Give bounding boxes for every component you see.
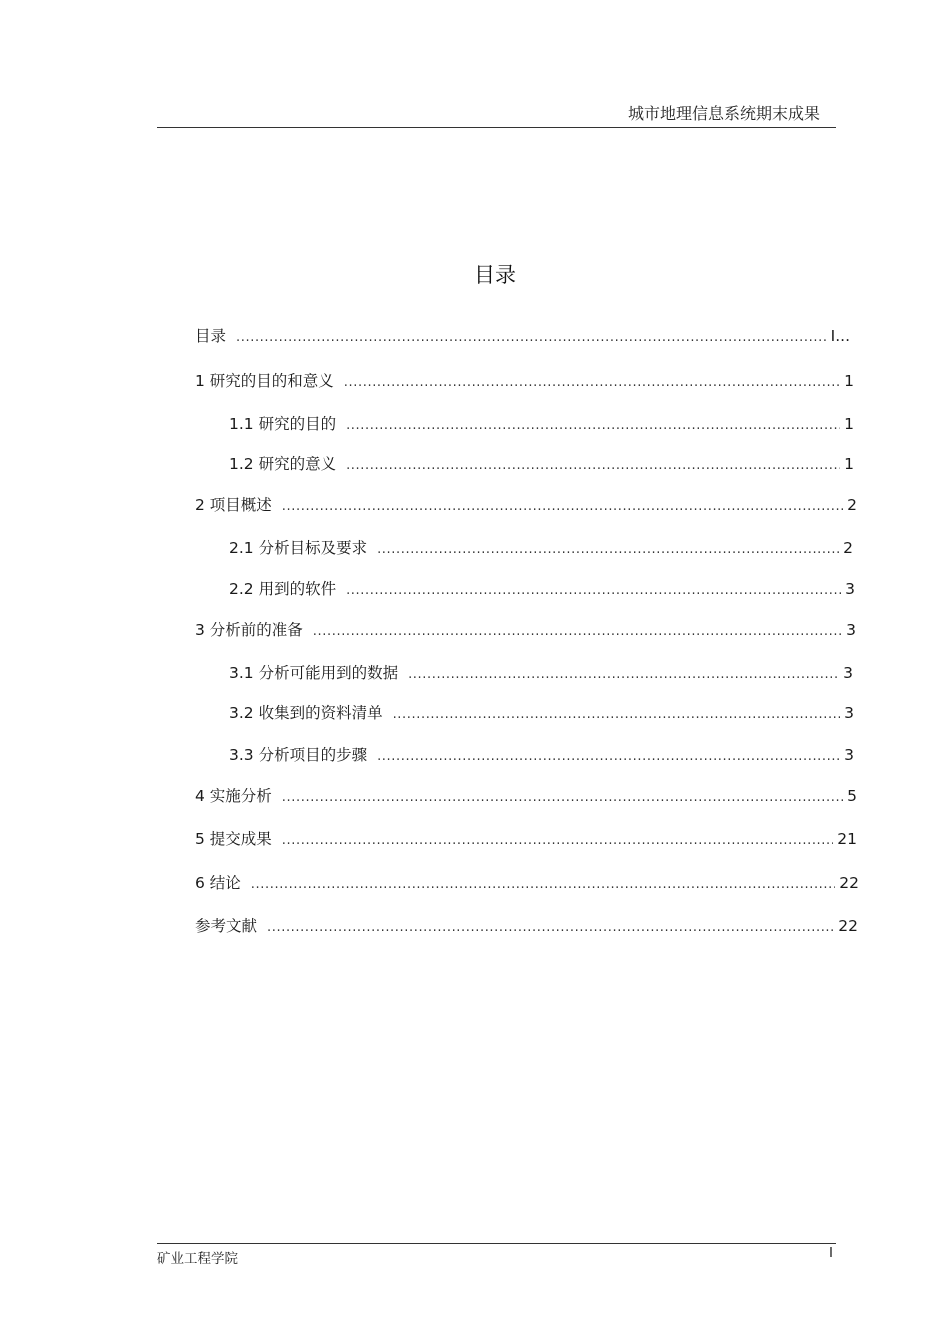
toc-entry-label: 2.1 分析目标及要求	[229, 539, 368, 557]
toc-entry-page: 22	[839, 874, 859, 892]
toc-leader-dots	[236, 328, 827, 348]
toc-entry-label: 3.1 分析可能用到的数据	[229, 664, 399, 682]
toc-entry-contents[interactable]	[195, 326, 850, 346]
toc-leader-dots	[282, 831, 833, 851]
toc-entry-page: 3	[846, 621, 856, 639]
toc-leader-dots	[393, 705, 841, 725]
toc-entry-page: 1	[844, 372, 854, 390]
toc-entry-label: 3.3 分析项目的步骤	[229, 746, 368, 764]
toc-entry-5[interactable]	[195, 829, 857, 849]
toc-entry-label: 1.1 研究的目的	[229, 415, 337, 433]
toc-entry-2-1[interactable]	[229, 538, 853, 558]
toc-entry-page: 3	[843, 664, 853, 682]
toc-leader-dots	[346, 456, 840, 476]
toc-entry-4[interactable]	[195, 786, 857, 806]
toc-leader-dots	[377, 747, 840, 767]
toc-leader-dots	[408, 665, 839, 685]
toc-entry-page: 3	[845, 580, 855, 598]
toc-leader-dots	[267, 918, 834, 938]
toc-heading: 目录	[474, 263, 516, 287]
toc-leader-dots	[313, 622, 842, 642]
toc-entry-1-2[interactable]	[229, 454, 854, 474]
toc-leader-dots	[377, 540, 839, 560]
footer-page-number: I	[829, 1245, 833, 1261]
toc-entry-1-1[interactable]	[229, 414, 854, 434]
toc-entry-2-2[interactable]	[229, 579, 855, 599]
toc-entry-label: 4 实施分析	[195, 787, 272, 805]
toc-leader-dots	[251, 875, 835, 895]
page-header-title: 城市地理信息系统期末成果	[627, 104, 820, 123]
toc-entry-label: 2 项目概述	[195, 496, 272, 514]
toc-leader-dots	[344, 373, 840, 393]
toc-leader-dots	[346, 581, 841, 601]
toc-entry-page: 1	[844, 415, 854, 433]
toc-entry-3-2[interactable]	[229, 703, 854, 723]
footer-rule	[157, 1243, 836, 1244]
toc-entry-6[interactable]	[195, 873, 859, 893]
toc-entry-page: I...	[830, 327, 850, 345]
toc-leader-dots	[346, 416, 840, 436]
toc-entry-label: 5 提交成果	[195, 830, 272, 848]
toc-entry-3[interactable]	[195, 620, 856, 640]
toc-entry-label: 2.2 用到的软件	[229, 580, 337, 598]
toc-entry-page: 1	[844, 455, 854, 473]
toc-entry-label: 1.2 研究的意义	[229, 455, 337, 473]
footer-institution: 矿业工程学院	[157, 1251, 238, 1267]
toc-entry-label: 1 研究的目的和意义	[195, 372, 334, 390]
toc-entry-page: 2	[847, 496, 857, 514]
toc-entry-page: 5	[847, 787, 857, 805]
toc-entry-page: 22	[838, 917, 858, 935]
toc-entry-page: 3	[844, 704, 854, 722]
toc-entry-2[interactable]	[195, 495, 857, 515]
toc-entry-page: 21	[837, 830, 857, 848]
toc-entry-page: 3	[844, 746, 854, 764]
toc-entry-label: 参考文献	[195, 917, 258, 935]
toc-entry-1[interactable]	[195, 371, 854, 391]
toc-entry-3-1[interactable]	[229, 663, 853, 683]
toc-entry-label: 目录	[195, 327, 227, 345]
toc-leader-dots	[282, 497, 843, 517]
toc-entry-label: 3.2 收集到的资料清单	[229, 704, 383, 722]
toc-entry-page: 2	[843, 539, 853, 557]
toc-entry-label: 3 分析前的准备	[195, 621, 303, 639]
toc-entry-references[interactable]	[195, 916, 858, 936]
toc-entry-label: 6 结论	[195, 874, 241, 892]
toc-leader-dots	[282, 788, 843, 808]
toc-entry-3-3[interactable]	[229, 745, 854, 765]
